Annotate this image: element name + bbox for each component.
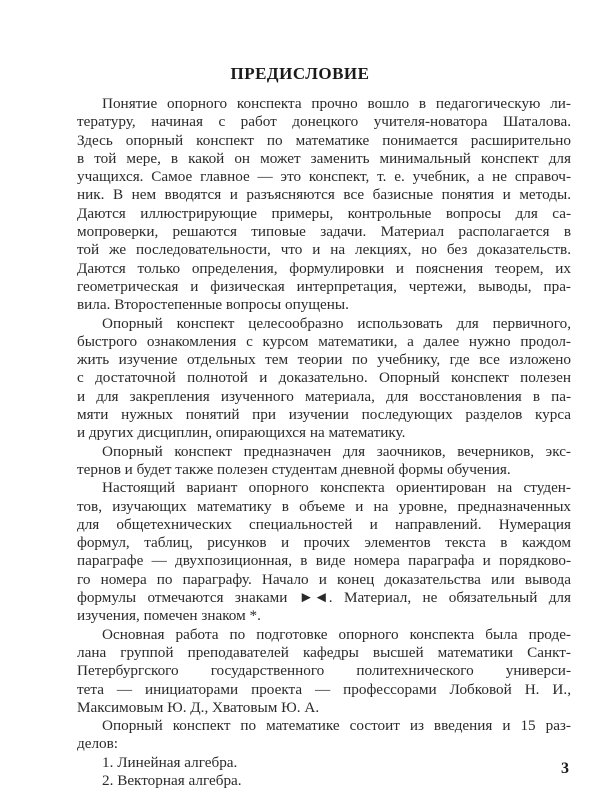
text-line: и для закрепления изученного материала, для восстановления в па- xyxy=(77,387,571,405)
text-line: Даются только определения, формулировки и пояснения теорем, их xyxy=(77,259,571,277)
paragraph xyxy=(77,626,571,717)
page-number: 3 xyxy=(561,760,569,777)
page-title: ПРЕДИСЛОВИЕ xyxy=(230,64,370,83)
text-line: делов: xyxy=(77,735,119,753)
text-line: быстрого ознакомления с курсом математики, а далее нужно продол- xyxy=(77,332,571,350)
text-line: тературу, начиная с работ донецкого учителя-новатора Шаталова. xyxy=(77,113,571,131)
paragraph xyxy=(77,315,571,443)
text-line: жить изучение отдельных тем теории по учебнику, где все изложено xyxy=(77,351,571,369)
text-line: в той мере, в какой он может заменить минимальный конспект для xyxy=(77,149,571,167)
text-line: Здесь опорный конспект по математике понимается расширительно xyxy=(77,131,571,149)
paragraph xyxy=(77,479,571,625)
text-line: Основная работа по подготовке опорного конспекта была проде- xyxy=(102,625,571,643)
text-line: формул, таблиц, рисунков и прочих элементов текста в каждом xyxy=(77,534,571,552)
text-line: Даются иллюстрирующие примеры, контрольные вопросы для са- xyxy=(77,204,571,222)
text-line: той же последовательности, что и на лекциях, но без доказательств. xyxy=(77,241,571,259)
preface-body xyxy=(77,95,571,790)
paragraph xyxy=(77,717,571,754)
paragraph xyxy=(77,443,571,480)
text-line: учащихся. Самое главное — это конспект, т. е. учебник, а не справоч- xyxy=(77,168,571,186)
text-line: Опорный конспект по математике состоит из введения и 15 раз- xyxy=(102,717,571,735)
text-line: го номера по параграфу. Начало и конец доказательства или вывода xyxy=(77,570,571,588)
text-line: Петербургского государственного политехнического универси- xyxy=(77,662,571,680)
text-line: параграфе — двухпозиционная, в виде номера параграфа и порядково- xyxy=(77,552,571,570)
text-line: тернов и будет также полезен студентам дневной формы обучения. xyxy=(77,460,511,478)
text-line: тета — инициаторами проекта — профессорами Лобковой Н. И., xyxy=(77,680,571,698)
text-line: мяти нужных понятий при изучении последующих разделов курса xyxy=(77,406,571,424)
sections-list xyxy=(77,754,571,791)
text-line: вила. Второстепенные вопросы опущены. xyxy=(77,296,349,314)
paragraph xyxy=(77,95,571,315)
text-line: тов, изучающих математику в объеме и на уровне, предназначенных xyxy=(77,497,571,515)
text-line: Опорный конспект целесообразно использовать для первичного, xyxy=(102,314,571,332)
text-line: формулы отмечаются знаками ►◄. Материал, не обязательный для xyxy=(77,589,571,607)
text-line: Понятие опорного конспекта прочно вошло в педагогическую ли- xyxy=(102,95,571,112)
list-item: 1. Линейная алгебра. xyxy=(102,753,238,771)
text-line: Настоящий вариант опорного конспекта ориентирован на студен- xyxy=(102,479,571,497)
text-line: геометрическая и физическая интерпретация, чертежи, выводы, пра- xyxy=(77,277,571,295)
text-line: ник. В нем вводятся и разъясняются все базисные понятия и методы. xyxy=(77,186,571,204)
text-line: изучения, помечен знаком *. xyxy=(77,607,261,625)
text-line: с достаточной полнотой и доказательно. Опорный конспект полезен xyxy=(77,369,571,387)
text-line: лана группой преподавателей кафедры высшей математики Санкт- xyxy=(77,643,571,661)
text-line: для общетехнических специальностей и направлений. Нумерация xyxy=(77,515,571,533)
text-line: мопроверки, решаются типовые задачи. Материал располагается в xyxy=(77,223,571,241)
list-item: 2. Векторная алгебра. xyxy=(102,771,242,789)
text-line: Опорный конспект предназначен для заочников, вечерников, экс- xyxy=(102,442,571,460)
text-line: Максимовым Ю. Д., Хватовым Ю. А. xyxy=(77,698,320,716)
text-line: и других дисциплин, опирающихся на математику. xyxy=(77,424,406,442)
